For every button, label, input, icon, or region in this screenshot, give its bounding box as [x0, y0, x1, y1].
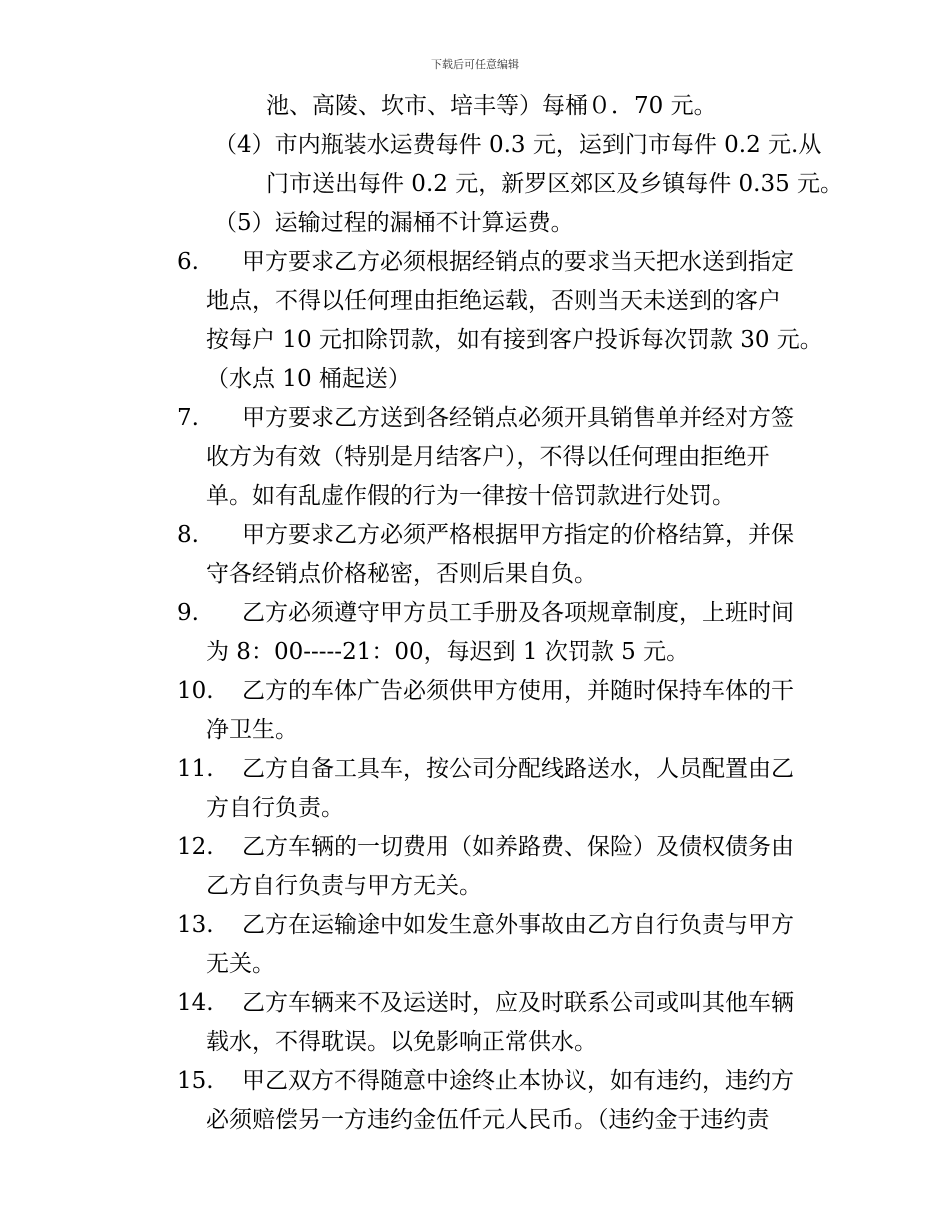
list-item-line: 守各经销点价格秘密，否则后果自负。	[206, 561, 597, 587]
list-item-number: 10.	[177, 678, 214, 704]
list-item-line: 乙方在运输途中如发生意外事故由乙方自行负责与甲方	[242, 912, 794, 938]
list-item-line: 方自行负责。	[206, 795, 344, 821]
list-item-line: 地点，不得以任何理由拒绝运载，否则当天未送到的客户	[206, 288, 781, 314]
list-item-line: 为 8：00-----21：00，每迟到 1 次罚款 5 元。	[206, 639, 690, 665]
list-item-line: （水点 10 桶起送）	[206, 366, 411, 392]
list-item-number: 7.	[177, 405, 199, 431]
list-item-line: 甲方要求乙方必须严格根据甲方指定的价格结算，并保	[242, 522, 794, 548]
list-item-number: 9.	[177, 600, 199, 626]
page-header: 下载后可任意编辑	[431, 58, 519, 71]
list-item-line: 无关。	[206, 951, 275, 977]
list-item-number: 13.	[177, 912, 214, 938]
list-item-line: 载水，不得耽误。以免影响正常供水。	[206, 1029, 597, 1055]
list-item-number: 6.	[177, 249, 199, 275]
list-item-line: 甲方要求乙方送到各经销点必须开具销售单并经对方签	[242, 405, 794, 431]
list-item-line: 净卫生。	[206, 717, 298, 743]
text-line: （4）市内瓶装水运费每件 0.3 元，运到门市每件 0.2 元.从	[214, 132, 822, 158]
list-item-number: 14.	[177, 990, 214, 1016]
list-item-line: 乙方的车体广告必须供甲方使用，并随时保持车体的干	[242, 678, 794, 704]
list-item-number: 8.	[177, 522, 199, 548]
list-item-number: 12.	[177, 834, 214, 860]
text-line: 门市送出每件 0.2 元，新罗区郊区及乡镇每件 0.35 元。	[266, 171, 844, 197]
list-item-line: 乙方车辆来不及运送时，应及时联系公司或叫其他车辆	[242, 990, 794, 1016]
list-item-number: 11.	[177, 756, 214, 782]
list-item-line: 乙方自备工具车，按公司分配线路送水，人员配置由乙	[242, 756, 794, 782]
text-line: （5）运输过程的漏桶不计算运费。	[214, 210, 574, 236]
list-item-line: 甲方要求乙方必须根据经销点的要求当天把水送到指定	[242, 249, 794, 275]
list-item-line: 乙方必须遵守甲方员工手册及各项规章制度，上班时间	[242, 600, 794, 626]
list-item-number: 15.	[177, 1068, 214, 1094]
list-item-line: 收方为有效（特别是月结客户），不得以任何理由拒绝开	[206, 444, 770, 470]
list-item-line: 按每户 10 元扣除罚款，如有接到客户投诉每次罚款 30 元。	[206, 327, 823, 353]
list-item-line: 必须赔偿另一方违约金伍仟元人民币。（违约金于违约责	[206, 1107, 770, 1133]
text-line: 池、高陵、坎市、培丰等）每桶０．70 元。	[266, 93, 717, 119]
list-item-line: 乙方自行负责与甲方无关。	[206, 873, 482, 899]
list-item-line: 乙方车辆的一切费用（如养路费、保险）及债权债务由	[242, 834, 794, 860]
list-item-line: 单。如有乱虚作假的行为一律按十倍罚款进行处罚。	[206, 483, 735, 509]
list-item-line: 甲乙双方不得随意中途终止本协议，如有违约，违约方	[242, 1068, 794, 1094]
